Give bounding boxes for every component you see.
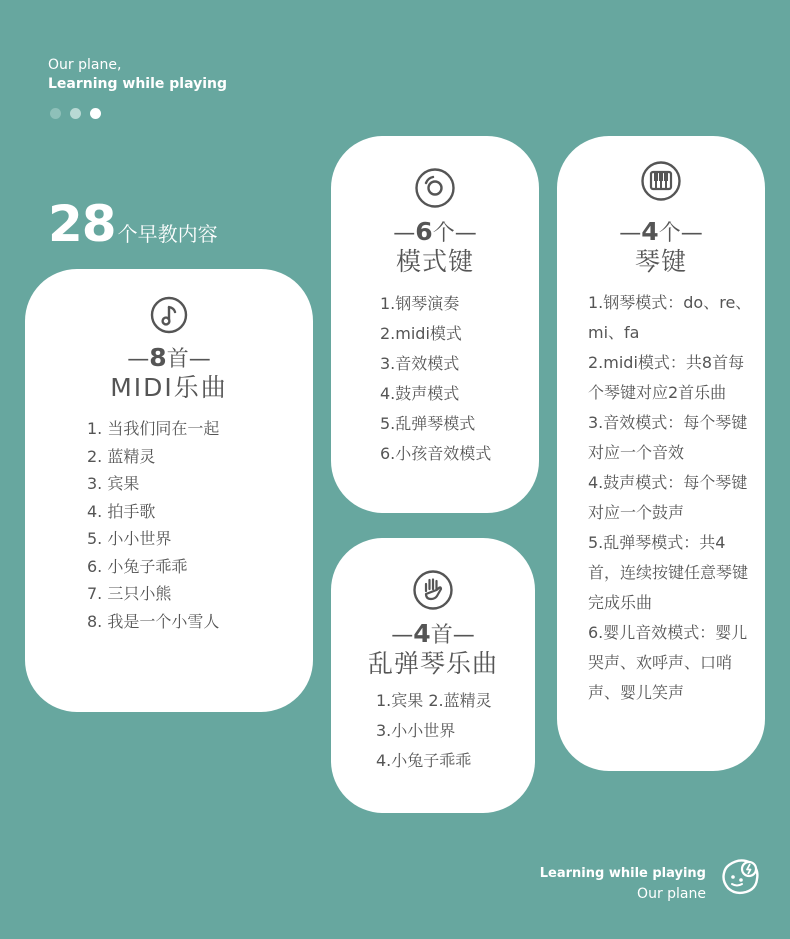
- card-count: —8首—: [127, 343, 211, 372]
- pagination-dot-3-active[interactable]: [90, 108, 101, 119]
- list-item: 6.小孩音效模式: [380, 444, 492, 463]
- list-item: 2.midi模式: [380, 324, 462, 343]
- list-item: 3.音效模式: [380, 354, 460, 373]
- disc-icon: [414, 167, 456, 213]
- key-mode-list: [588, 288, 754, 708]
- list-item: 1.宾果 2.蓝精灵: [376, 691, 492, 710]
- card-count: —6个—: [393, 217, 477, 246]
- list-item: 6.婴儿音效模式：婴儿哭声、欢呼声、口哨声、婴儿笑声: [588, 623, 748, 702]
- header-line-1: Our plane,: [48, 57, 122, 73]
- list-item: 3.音效模式：每个琴键对应一个音效: [588, 413, 748, 462]
- card-title: MIDI乐曲: [110, 373, 228, 402]
- card-piano-keys: [557, 136, 765, 771]
- header-line-2: Learning while playing: [48, 76, 228, 92]
- list-item: 5.乱弹琴模式: [380, 414, 476, 433]
- list-item: 7. 三只小熊: [87, 584, 172, 603]
- list-item: 3.小小世界: [376, 721, 456, 740]
- list-item: 5. 小小世界: [87, 529, 172, 548]
- song-list: [376, 686, 492, 776]
- header: [48, 56, 227, 94]
- mode-list: [380, 289, 491, 469]
- list-item: 4.鼓声模式：每个琴键对应一个鼓声: [588, 473, 748, 522]
- headline-number: 28: [48, 195, 116, 253]
- pagination-dot-2[interactable]: [70, 108, 81, 119]
- headline-text: 个早教内容: [117, 222, 218, 246]
- list-item: 8. 我是一个小雪人: [87, 611, 220, 631]
- footer-line-2: Our plane: [637, 886, 706, 902]
- card-mode-keys: [331, 136, 539, 513]
- list-item: 4.鼓声模式: [380, 384, 460, 403]
- song-list: [87, 415, 219, 635]
- card-random-play-songs: [331, 538, 535, 813]
- list-item: 2. 蓝精灵: [87, 446, 156, 466]
- card-title: 乱弹琴乐曲: [367, 649, 498, 678]
- list-item: 1.钢琴模式：do、re、mi、fa: [588, 293, 752, 342]
- list-item: 1. 当我们同在一起: [87, 419, 220, 438]
- list-item: 4.小兔子乖乖: [376, 751, 472, 770]
- list-item: 6. 小兔子乖乖: [87, 556, 188, 576]
- headline: [48, 196, 218, 252]
- pagination-dot-1[interactable]: [50, 108, 61, 119]
- list-item: 4. 拍手歌: [87, 501, 156, 521]
- card-count: —4个—: [619, 217, 703, 246]
- hand-icon: [412, 569, 454, 615]
- footer-tagline: [540, 864, 706, 904]
- music-note-icon: [150, 296, 188, 338]
- footer-line-1: Learning while playing: [539, 866, 706, 881]
- list-item: 2.midi模式：共8首每个琴键对应2首乐曲: [588, 353, 745, 402]
- list-item: 3. 宾果: [87, 474, 140, 493]
- card-count: —4首—: [391, 619, 475, 648]
- card-title: 模式键: [395, 247, 474, 276]
- list-item: 5.乱弹琴模式：共4首，连续按键任意琴键完成乐曲: [588, 533, 749, 612]
- pagination-dots: [50, 108, 101, 119]
- list-item: 1.钢琴演奏: [380, 294, 460, 313]
- card-midi-songs: [25, 269, 313, 712]
- brand-logo-icon: [719, 855, 761, 901]
- piano-icon: [640, 160, 682, 206]
- card-title: 琴键: [634, 247, 687, 276]
